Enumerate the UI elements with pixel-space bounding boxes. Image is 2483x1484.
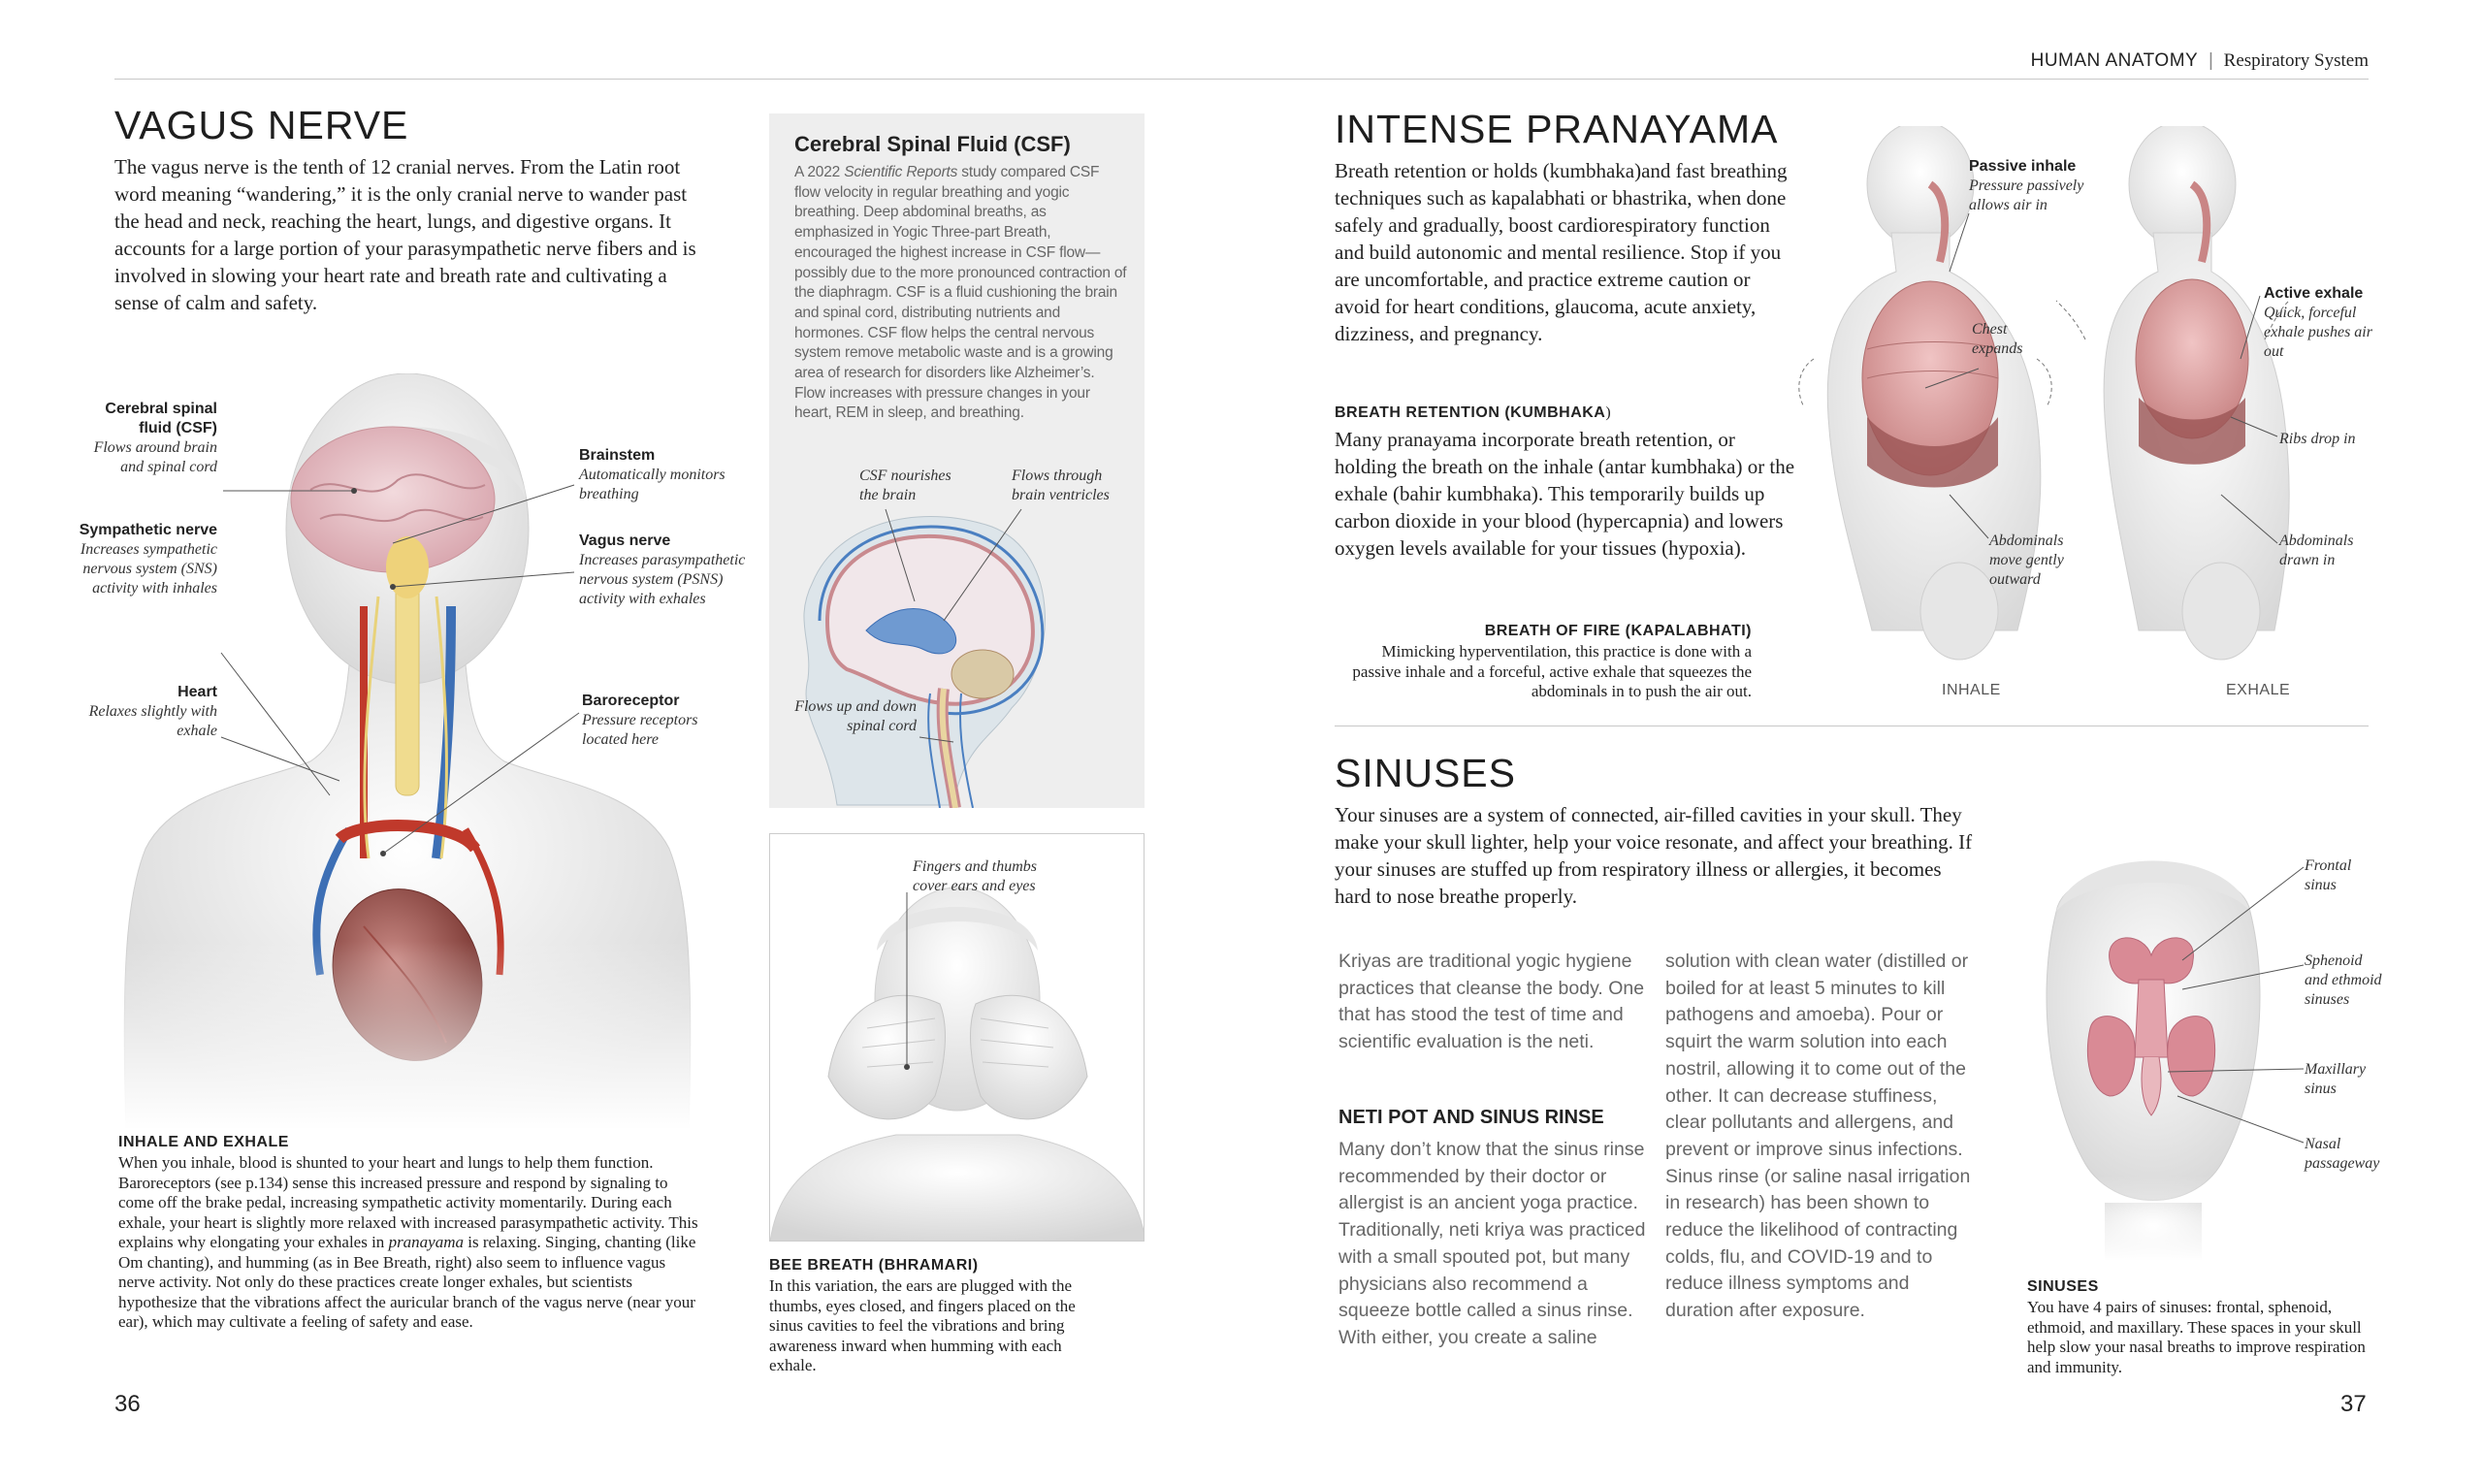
retention-title-paren: ) [1605, 404, 1612, 421]
vagus-leaders [0, 0, 776, 1067]
inhale-exhale-p1: When you inhale, blood is shunted to your heart and lungs to help them function. Baroreceptors (see p.134) sense this increased pressure and respond by signaling to come off the brake pedal, increasing sympathetic activity momentarily. During each exhale, your heart is slightly more relaxed with increased parasympathetic activity. This explains why elongating your exhales in [118, 1153, 698, 1251]
sinus-caption-body: You have 4 pairs of sinuses: frontal, sphenoid, ethmoid, and maxillary. These spaces in your skull help slow your nasal breaths to improve respiration and immunity. [2027, 1298, 2366, 1376]
vagus-title: VAGUS NERVE [114, 103, 409, 147]
csf-label-nourish: CSF nourishes the brain [859, 468, 951, 503]
label-ribs-drop: Ribs drop in [2279, 431, 2356, 447]
bee-body: In this variation, the ears are plugged with the thumbs, eyes closed, and fingers placed on the sinus cavities to feel the vibrations and bring awareness inward when humming with each exhale. [769, 1276, 1076, 1374]
csf-box-body [794, 163, 1129, 424]
label-csf-title: Cerebral spinal fluid (CSF) [105, 401, 217, 436]
retention-title [1335, 404, 1611, 422]
fire-body: Mimicking hyperventilation, this practice is done with a passive inhale and a forceful, active exhale that squeezes the abdominals in to push the air out. [1352, 642, 1752, 700]
left-hand [828, 995, 945, 1119]
bee-leader [902, 892, 921, 1077]
label-vagus-title: Vagus nerve [579, 532, 671, 549]
fire-title: BREATH OF FIRE (KAPALABHATI) [1484, 623, 1752, 639]
bee-title: BEE BREATH (BHRAMARI) [769, 1257, 979, 1274]
label-baro-desc: Pressure receptors located here [582, 712, 698, 748]
retention-title-text: BREATH RETENTION (KUMBHAKA [1335, 404, 1606, 421]
label-heart-title: Heart [177, 684, 217, 700]
csf-box-title: Cerebral Spinal Fluid (CSF) [794, 132, 1071, 156]
label-csf-desc: Flows around brain and spinal cord [93, 439, 217, 475]
inhale-exhale-title: INHALE AND EXHALE [118, 1134, 289, 1150]
neti-title: NETI POT AND SINUS RINSE [1338, 1107, 1604, 1128]
page-number-right: 37 [2340, 1391, 2367, 1417]
label-abd-outward: Abdominals move gently outward [1989, 532, 2064, 588]
csf-body-em: Scientific Reports [844, 164, 958, 180]
neti-body: Many don’t know that the sinus rinse recommended by their doctor or allergist is an ancient yoga practice. Traditionally, neti kriya was practiced with a small spouted pot, but many physicians also recommend a squeeze bottle called a sinus rinse. With either, you create a saline [1338, 1139, 1646, 1348]
label-maxillary-sinus: Maxillary sinus [2305, 1061, 2367, 1097]
csf-body-p2: study compared CSF flow velocity in regular breathing and yogic breathing. Deep abdominal breaths, as emphasized in Yogic Three-part Breath, encouraged the highest increase in CSF flow—possibly due to the more pronounced contraction of the diaphragm. CSF is a fluid cushioning the brain and spinal cord, distributing nutrients and hormones. CSF flow helps the central nervous system remove metabolic waste and is a growing area of research for disorders like Alzheimer’s. Flow increases with pressure changes in your heart, REM in sleep, and breathing. [794, 164, 1127, 422]
sinus-caption-title: SINUSES [2027, 1278, 2099, 1295]
shoulders [770, 1135, 1145, 1242]
label-exhale: EXHALE [2226, 682, 2291, 698]
label-sphenoid-sinus: Sphenoid and ethmoid sinuses [2305, 952, 2382, 1008]
header-chapter: Respiratory System [2223, 50, 2369, 71]
label-active-desc: Quick, forceful exhale pushes air out [2264, 305, 2372, 360]
label-vagus-desc: Increases parasympathetic nervous system (PSNS) activity with exhales [579, 552, 746, 607]
header-separator: | [2208, 50, 2213, 71]
label-passive-desc: Pressure passively allows air in [1969, 177, 2084, 213]
pranayama-body: Breath retention or holds (kumbhaka)and fast breathing techniques such as kapalabhati or bhastrika, when done safely and gradually, boost cardiorespiratory function and build autonomic and mental resilience. Stop if you are uncomfortable, and practice extreme caution or avoid for heart conditions, glaucoma, acute anxiety, dizziness, and pregnancy. [1335, 159, 1788, 345]
csf-leaders [769, 456, 1145, 776]
sinuses-body: Your sinuses are a system of connected, air-filled cavities in your skull. They make your skull lighter, help your voice resonate, and affect your breathing. If your sinuses are stuffed up from respiratory illness or allergies, it becomes hard to nose breathe properly. [1335, 803, 1973, 908]
header-section: HUMAN ANATOMY [2030, 50, 2199, 71]
label-abd-drawn: Abdominals drawn in [2279, 532, 2354, 568]
neti-continued: solution with clean water (distilled or boiled for at least 5 minutes to kill pathogens and amoeba). Pour or squirt the warm solution into each nostril, allowing it to come out of the other. It can decrease stuffiness, clear pollutants and allergens, and prevent or improve sinus infections. Sinus rinse (or saline nasal irrigation in research) has been shown to reduce the likelihood of contracting colds, flu, and COVID-19 and to reduce illness symptoms and duration after exposure. [1665, 951, 1971, 1322]
label-brainstem-title: Brainstem [579, 447, 656, 464]
kriyas-text: Kriyas are traditional yogic hygiene practices that cleanse the body. One that has stood the test of time and scientific evaluation is the neti. [1338, 951, 1645, 1053]
inhale-exhale-em: pranayama [388, 1233, 465, 1251]
label-heart-desc: Relaxes slightly with exhale [88, 703, 217, 739]
label-sympathetic-title: Sympathetic nerve [79, 522, 217, 538]
right-hand [971, 995, 1087, 1119]
vagus-body: The vagus nerve is the tenth of 12 cranial nerves. From the Latin root word meaning “wandering,” it is the only cranial nerve to wander past the head and neck, reaching the heart, lungs, and digestive organs. It accounts for a large portion of your parasympathetic nerve fibers and is involved in slowing your heart rate and breath rate and cultivating a sense of calm and safety. [114, 155, 696, 314]
retention-body: Many pranayama incorporate breath retention, or holding the breath on the inhale (antar kumbhaka) or the exhale (bahir kumbhaka). This temporarily builds up carbon dioxide in your blood (hypercapnia) and lowers oxygen levels available for your tissues (hypoxia). [1335, 428, 1795, 560]
label-brainstem-desc: Automatically monitors breathing [579, 467, 726, 502]
label-chest-expands: Chest expands [1972, 321, 2023, 357]
label-frontal-sinus: Frontal sinus [2305, 857, 2352, 893]
bee-figure-label: Fingers and thumbs cover ears and eyes [913, 858, 1037, 894]
csf-body-p1: A 2022 [794, 164, 845, 180]
label-sympathetic-desc: Increases sympathetic nervous system (SNS) activity with inhales [80, 541, 217, 597]
page-number-left: 36 [114, 1391, 141, 1417]
pranayama-title: INTENSE PRANAYAMA [1335, 107, 1779, 151]
label-passive-title: Passive inhale [1969, 158, 2077, 175]
inhale-exhale-body [118, 1153, 700, 1333]
inhale-exhale-p2: is relaxing. Singing, chanting (like Om chanting), and humming (as in Bee Breath, right) also seem to influence vagus nerve activity. Not only do these practices create longer exhales, but scientists hypothesize that the vibrations affect the auricular branch of the vagus nerve (near your ear), which may cultivate a feeling of safety and ease. [118, 1233, 696, 1331]
label-active-title: Active exhale [2264, 285, 2364, 302]
sinus-leaders [2114, 854, 2308, 1164]
label-baro-title: Baroreceptor [582, 693, 680, 709]
label-inhale: INHALE [1942, 682, 2001, 698]
sinuses-title: SINUSES [1335, 751, 1516, 795]
label-nasal-passage: Nasal passageway [2305, 1136, 2380, 1172]
pranayama-leaders [1920, 145, 2386, 582]
csf-label-spinal: Flows up and down spinal cord [794, 698, 917, 734]
running-header [2031, 50, 2369, 72]
csf-label-ventricles: Flows through brain ventricles [1012, 468, 1110, 503]
